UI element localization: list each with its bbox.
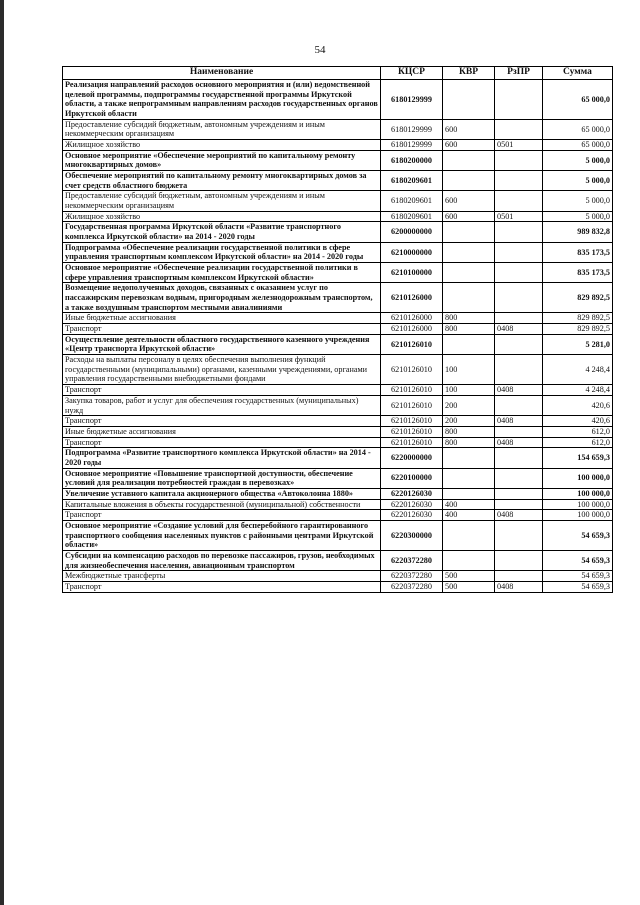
name-cell: Транспорт	[63, 581, 381, 592]
rzpr-cell: 0408	[495, 385, 543, 396]
kvr-cell	[443, 80, 495, 120]
kvr-cell	[443, 283, 495, 313]
kcsr-cell: 6210126010	[381, 437, 443, 448]
sum-cell: 54 659,3	[543, 571, 613, 582]
table-row	[63, 499, 613, 510]
kcsr-cell: 6180209601	[381, 211, 443, 222]
header-name: Наименование	[63, 67, 381, 80]
table-row	[63, 242, 613, 262]
sum-cell: 835 173,5	[543, 242, 613, 262]
kvr-cell	[443, 263, 495, 283]
rzpr-cell	[495, 119, 543, 139]
rzpr-cell: 0501	[495, 211, 543, 222]
rzpr-cell	[495, 395, 543, 415]
rzpr-cell	[495, 171, 543, 191]
kcsr-cell: 6220126030	[381, 488, 443, 499]
kvr-cell: 600	[443, 191, 495, 211]
kcsr-cell: 6210126010	[381, 416, 443, 427]
kvr-cell: 600	[443, 140, 495, 151]
name-cell: Иные бюджетные ассигнования	[63, 426, 381, 437]
name-cell: Подпрограмма «Развитие транспортного комплекса Иркутской области» на 2014 - 2020 годы	[63, 448, 381, 468]
kcsr-cell: 6210126000	[381, 324, 443, 335]
table-row	[63, 385, 613, 396]
table-row	[63, 140, 613, 151]
name-cell: Реализация направлений расходов основного мероприятия и (или) ведомственной целевой программы, подпрограммы государственной программы Иркутской области, а также непрограммным направлениям расходов государственных органов Иркутской области	[63, 80, 381, 120]
table-row	[63, 416, 613, 427]
table-row	[63, 324, 613, 335]
name-cell: Увеличение уставного капитала акционерного общества «Автоколонна 1880»	[63, 488, 381, 499]
sum-cell: 5 281,0	[543, 334, 613, 354]
name-cell: Транспорт	[63, 510, 381, 521]
kcsr-cell: 6180209601	[381, 171, 443, 191]
table-row	[63, 426, 613, 437]
sum-cell: 835 173,5	[543, 263, 613, 283]
sum-cell: 65 000,0	[543, 140, 613, 151]
kvr-cell: 800	[443, 426, 495, 437]
kvr-cell: 800	[443, 313, 495, 324]
kcsr-cell: 6210126000	[381, 283, 443, 313]
sum-cell: 65 000,0	[543, 119, 613, 139]
name-cell: Транспорт	[63, 416, 381, 427]
rzpr-cell	[495, 520, 543, 550]
kcsr-cell: 6210126010	[381, 385, 443, 396]
name-cell: Предоставление субсидий бюджетным, автономным учреждениям и иным некоммерческим организациям	[63, 191, 381, 211]
kcsr-cell: 6180200000	[381, 150, 443, 170]
rzpr-cell	[495, 80, 543, 120]
kvr-cell	[443, 171, 495, 191]
name-cell: Основное мероприятие «Обеспечение реализации государственной политики в сфере управления транспортным комплексом Иркутской области»	[63, 263, 381, 283]
sum-cell: 829 892,5	[543, 313, 613, 324]
name-cell: Межбюджетные трансферты	[63, 571, 381, 582]
header-sum: Сумма	[543, 67, 613, 80]
table-row	[63, 571, 613, 582]
name-cell: Расходы на выплаты персоналу в целях обеспечения выполнения функций государственными (муниципальными) органами, казенными учреждениями, органами управления государственными внебюджетными фондами	[63, 355, 381, 385]
sum-cell: 5 000,0	[543, 150, 613, 170]
kvr-cell	[443, 242, 495, 262]
table-row	[63, 581, 613, 592]
name-cell: Возмещение недополученных доходов, связанных с оказанием услуг по пассажирским перевозкам водным, пригородным железнодорожным транспортом, а также воздушным транспортом местными авиалиниями	[63, 283, 381, 313]
kcsr-cell: 6180209601	[381, 191, 443, 211]
kvr-cell	[443, 448, 495, 468]
name-cell: Основное мероприятие «Создание условий для бесперебойного гарантированного транспортного сообщения населенных пунктов с районными центрами Иркутской области»	[63, 520, 381, 550]
budget-table	[62, 66, 613, 593]
name-cell: Закупка товаров, работ и услуг для обеспечения государственных (муниципальных) нужд	[63, 395, 381, 415]
kvr-cell: 800	[443, 324, 495, 335]
rzpr-cell	[495, 499, 543, 510]
header-rzpr: РзПР	[495, 67, 543, 80]
name-cell: Жилищное хозяйство	[63, 140, 381, 151]
kcsr-cell: 6180129999	[381, 140, 443, 151]
sum-cell: 4 248,4	[543, 355, 613, 385]
sum-cell: 54 659,3	[543, 581, 613, 592]
kvr-cell: 200	[443, 395, 495, 415]
name-cell: Основное мероприятие «Повышение транспортной доступности, обеспечение условий для реализации потребностей граждан в перевозках»	[63, 468, 381, 488]
table-row	[63, 313, 613, 324]
kvr-cell: 600	[443, 211, 495, 222]
sum-cell: 612,0	[543, 426, 613, 437]
rzpr-cell	[495, 355, 543, 385]
table-row	[63, 468, 613, 488]
rzpr-cell	[495, 313, 543, 324]
table-row	[63, 520, 613, 550]
rzpr-cell: 0408	[495, 324, 543, 335]
sum-cell: 100 000,0	[543, 510, 613, 521]
rzpr-cell	[495, 550, 543, 570]
table-row	[63, 448, 613, 468]
table-row	[63, 263, 613, 283]
table-row	[63, 395, 613, 415]
rzpr-cell	[495, 488, 543, 499]
rzpr-cell: 0408	[495, 437, 543, 448]
header-kvr: КВР	[443, 67, 495, 80]
sum-cell: 154 659,3	[543, 448, 613, 468]
table-row	[63, 171, 613, 191]
table-row	[63, 334, 613, 354]
kvr-cell	[443, 488, 495, 499]
kcsr-cell: 6210000000	[381, 242, 443, 262]
kcsr-cell: 6180129999	[381, 119, 443, 139]
sum-cell: 420,6	[543, 395, 613, 415]
kcsr-cell: 6210126010	[381, 334, 443, 354]
kvr-cell: 500	[443, 571, 495, 582]
kvr-cell: 400	[443, 510, 495, 521]
page-number: 54	[314, 44, 326, 56]
rzpr-cell	[495, 222, 543, 242]
kcsr-cell: 6220372280	[381, 550, 443, 570]
sum-cell: 5 000,0	[543, 211, 613, 222]
name-cell: Государственная программа Иркутской области «Развитие транспортного комплекса Иркутской области» на 2014 - 2020 годы	[63, 222, 381, 242]
kcsr-cell: 6210126010	[381, 355, 443, 385]
kcsr-cell: 6210126010	[381, 426, 443, 437]
sum-cell: 100 000,0	[543, 468, 613, 488]
sum-cell: 5 000,0	[543, 171, 613, 191]
kcsr-cell: 6210100000	[381, 263, 443, 283]
sum-cell: 829 892,5	[543, 324, 613, 335]
sum-cell: 5 000,0	[543, 191, 613, 211]
rzpr-cell: 0408	[495, 581, 543, 592]
kvr-cell: 500	[443, 581, 495, 592]
kvr-cell: 600	[443, 119, 495, 139]
name-cell: Осуществление деятельности областного государственного казенного учреждения «Центр транспорта Иркутской области»	[63, 334, 381, 354]
table-row	[63, 119, 613, 139]
rzpr-cell: 0408	[495, 510, 543, 521]
name-cell: Предоставление субсидий бюджетным, автономным учреждениям и иным некоммерческим организациям	[63, 119, 381, 139]
kcsr-cell: 6210126000	[381, 313, 443, 324]
kvr-cell	[443, 150, 495, 170]
rzpr-cell: 0501	[495, 140, 543, 151]
table-row	[63, 222, 613, 242]
table-row	[63, 150, 613, 170]
header-kcsr: КЦСР	[381, 67, 443, 80]
kvr-cell: 800	[443, 437, 495, 448]
rzpr-cell	[495, 448, 543, 468]
name-cell: Капитальные вложения в объекты государственной (муниципальной) собственности	[63, 499, 381, 510]
kvr-cell: 400	[443, 499, 495, 510]
table-row	[63, 191, 613, 211]
kcsr-cell: 6200000000	[381, 222, 443, 242]
sum-cell: 54 659,3	[543, 520, 613, 550]
kvr-cell	[443, 334, 495, 354]
rzpr-cell	[495, 150, 543, 170]
table-header-row	[63, 67, 613, 80]
kvr-cell	[443, 550, 495, 570]
name-cell: Обеспечение мероприятий по капитальному ремонту многоквартирных домов за счет средств областного бюджета	[63, 171, 381, 191]
name-cell: Основное мероприятие «Обеспечение мероприятий по капитальному ремонту многоквартирных домов»	[63, 150, 381, 170]
kcsr-cell: 6220372280	[381, 571, 443, 582]
kcsr-cell: 6220372280	[381, 581, 443, 592]
rzpr-cell	[495, 283, 543, 313]
kcsr-cell: 6220100000	[381, 468, 443, 488]
table-row	[63, 80, 613, 120]
sum-cell: 829 892,5	[543, 283, 613, 313]
sum-cell: 54 659,3	[543, 550, 613, 570]
kvr-cell	[443, 222, 495, 242]
table-row	[63, 283, 613, 313]
kvr-cell: 100	[443, 355, 495, 385]
name-cell: Транспорт	[63, 324, 381, 335]
kcsr-cell: 6210126010	[381, 395, 443, 415]
name-cell: Иные бюджетные ассигнования	[63, 313, 381, 324]
kvr-cell: 200	[443, 416, 495, 427]
rzpr-cell: 0408	[495, 416, 543, 427]
table-row	[63, 510, 613, 521]
rzpr-cell	[495, 426, 543, 437]
sum-cell: 4 248,4	[543, 385, 613, 396]
table-row	[63, 355, 613, 385]
name-cell: Транспорт	[63, 385, 381, 396]
kcsr-cell: 6180129999	[381, 80, 443, 120]
rzpr-cell	[495, 571, 543, 582]
rzpr-cell	[495, 263, 543, 283]
name-cell: Подпрограмма «Обеспечение реализации государственной политики в сфере управления транспортным комплексом Иркутской области» на 2014 - 2020 годы	[63, 242, 381, 262]
rzpr-cell	[495, 242, 543, 262]
table-row	[63, 550, 613, 570]
table-row	[63, 488, 613, 499]
sum-cell: 100 000,0	[543, 488, 613, 499]
table-row	[63, 211, 613, 222]
kvr-cell: 100	[443, 385, 495, 396]
kvr-cell	[443, 520, 495, 550]
name-cell: Транспорт	[63, 437, 381, 448]
name-cell: Жилищное хозяйство	[63, 211, 381, 222]
kcsr-cell: 6220300000	[381, 520, 443, 550]
kcsr-cell: 6220126030	[381, 510, 443, 521]
rzpr-cell	[495, 191, 543, 211]
sum-cell: 65 000,0	[543, 80, 613, 120]
table-body	[63, 80, 613, 593]
sum-cell: 989 832,8	[543, 222, 613, 242]
name-cell: Субсидии на компенсацию расходов по перевозке пассажиров, грузов, необходимых для жизнеобеспечения населения, авиационным транспортом	[63, 550, 381, 570]
kcsr-cell: 6220126030	[381, 499, 443, 510]
sum-cell: 612,0	[543, 437, 613, 448]
rzpr-cell	[495, 468, 543, 488]
scan-edge-shadow	[0, 0, 4, 905]
rzpr-cell	[495, 334, 543, 354]
kcsr-cell: 6220000000	[381, 448, 443, 468]
sum-cell: 100 000,0	[543, 499, 613, 510]
kvr-cell	[443, 468, 495, 488]
sum-cell: 420,6	[543, 416, 613, 427]
table-row	[63, 437, 613, 448]
